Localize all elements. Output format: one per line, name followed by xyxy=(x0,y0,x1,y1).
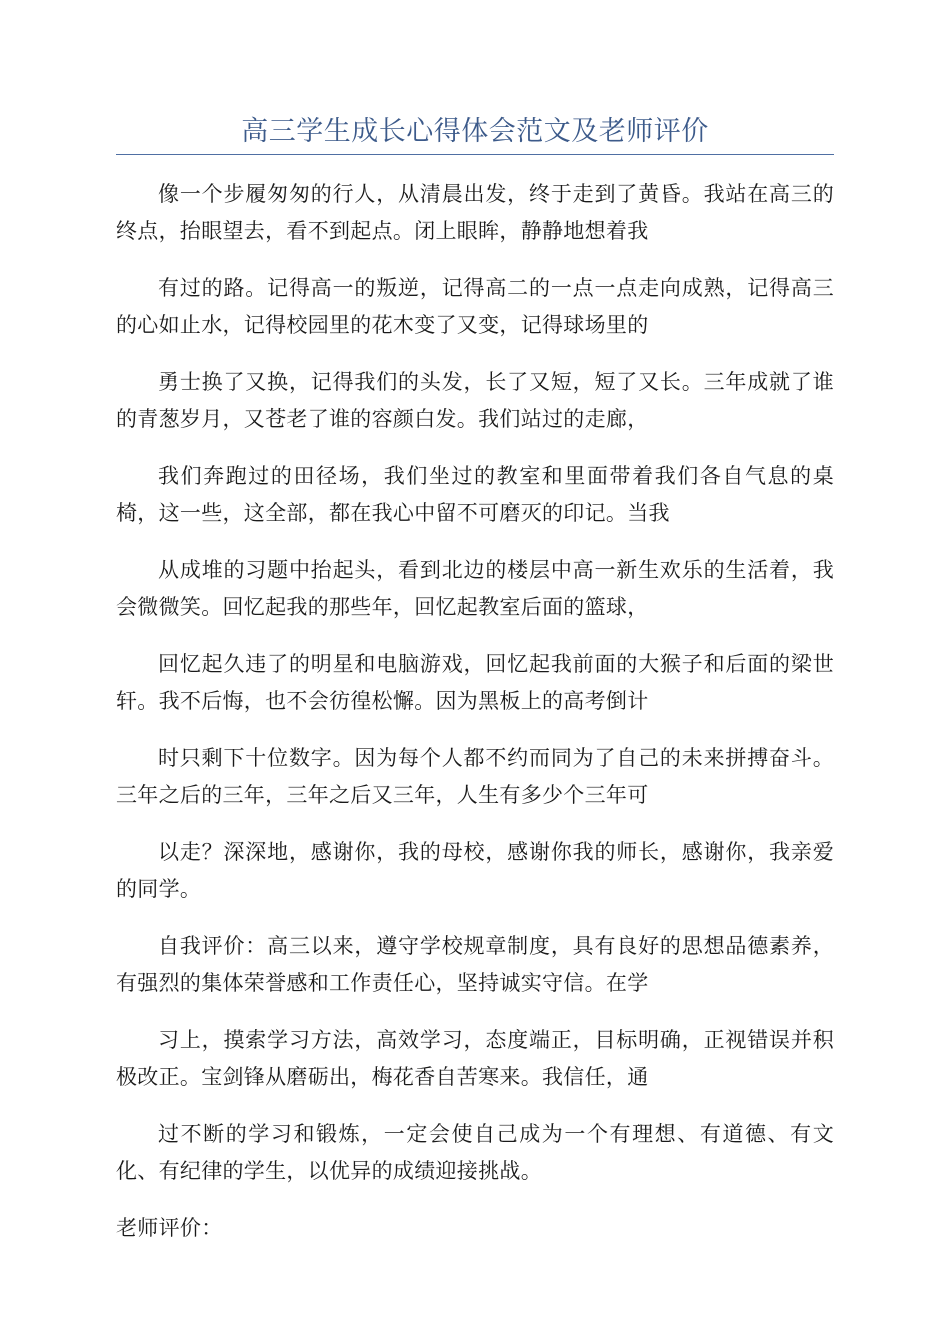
paragraph: 从成堆的习题中抬起头，看到北边的楼层中高一新生欢乐的生活着，我会微微笑。回忆起我的那些年，回忆起教室后面的篮球， xyxy=(116,558,834,619)
paragraph: 勇士换了又换，记得我们的头发，长了又短，短了又长。三年成就了谁的青葱岁月，又苍老了谁的容颜白发。我们站过的走廊， xyxy=(116,370,834,431)
paragraph: 时只剩下十位数字。因为每个人都不约而同为了自己的未来拼搏奋斗。三年之后的三年，三年之后又三年，人生有多少个三年可 xyxy=(116,746,834,807)
page-title: 高三学生成长心得体会范文及老师评价 xyxy=(241,116,709,147)
paragraph: 像一个步履匆匆的行人，从清晨出发，终于走到了黄昏。我站在高三的终点，抬眼望去，看不到起点。闭上眼眸，静静地想着我 xyxy=(116,182,834,243)
paragraph: 习上，摸索学习方法，高效学习，态度端正，目标明确，正视错误并积极改正。宝剑锋从磨砺出，梅花香自苦寒来。我信任，通 xyxy=(116,1028,834,1089)
teacher-evaluation-heading: 老师评价： xyxy=(116,1216,223,1240)
document-body xyxy=(116,176,834,1268)
paragraph: 以走？深深地，感谢你，我的母校，感谢你我的师长，感谢你，我亲爱的同学。 xyxy=(116,840,834,901)
paragraph: 回忆起久违了的明星和电脑游戏，回忆起我前面的大猴子和后面的梁世轩。我不后悔，也不会彷徨松懈。因为黑板上的高考倒计 xyxy=(116,652,834,713)
paragraph: 过不断的学习和锻炼，一定会使自己成为一个有理想、有道德、有文化、有纪律的学生，以优异的成绩迎接挑战。 xyxy=(116,1122,834,1183)
paragraph: 我们奔跑过的田径场，我们坐过的教室和里面带着我们各自气息的桌椅，这一些，这全部，都在我心中留不可磨灭的印记。当我 xyxy=(116,464,834,525)
title-underline xyxy=(116,154,834,155)
paragraph: 有过的路。记得高一的叛逆，记得高二的一点一点走向成熟，记得高三的心如止水，记得校园里的花木变了又变，记得球场里的 xyxy=(116,276,834,337)
self-evaluation-paragraph: 自我评价：高三以来，遵守学校规章制度，具有良好的思想品德素养，有强烈的集体荣誉感和工作责任心，坚持诚实守信。在学 xyxy=(116,934,834,995)
